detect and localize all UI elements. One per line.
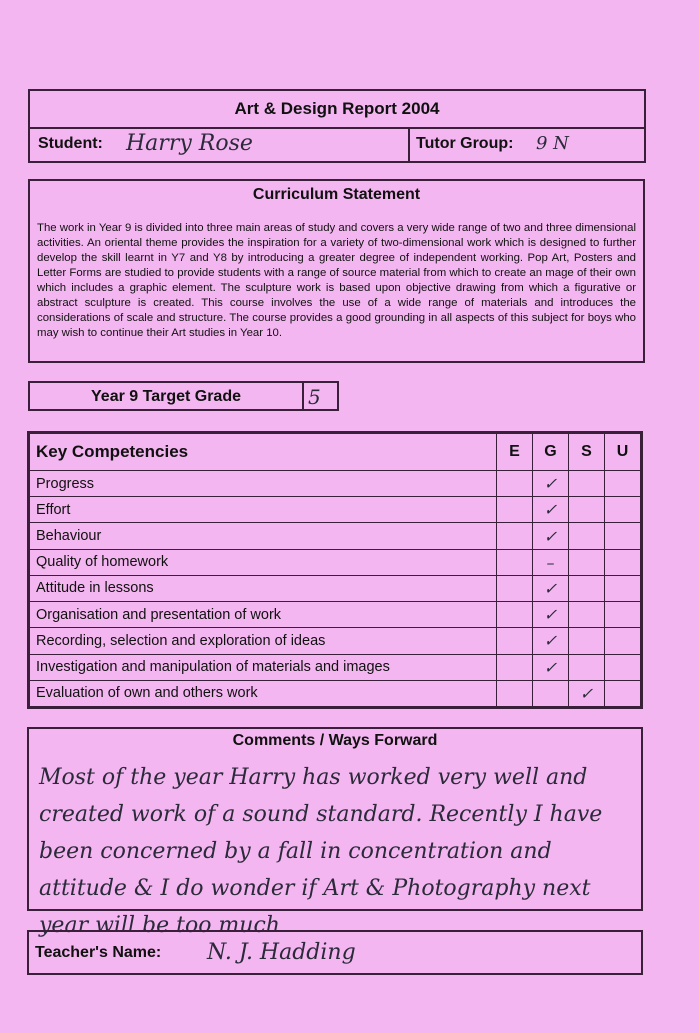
table-row [30,523,641,549]
column-header-g: G [533,434,569,471]
grade-cell-e [497,602,533,628]
grade-cell-g [533,680,569,706]
grade-cell-e [497,549,533,575]
table-row [30,628,641,654]
student-name: Harry Rose [126,131,253,156]
grade-cell-g: ✓ [533,575,569,601]
grade-cell-e [497,497,533,523]
grade-cell-s [569,549,605,575]
column-header-s: S [569,434,605,471]
competencies-table [27,431,643,709]
header-divider [30,127,644,129]
table-row [30,497,641,523]
grade-cell-s: ✓ [569,680,605,706]
tutor-group-value: 9 N [536,133,569,154]
competencies-header-row [30,434,641,471]
competency-label: Investigation and manipulation of materials and images [30,654,497,680]
comments-box [27,727,643,938]
grade-cell-g: ✓ [533,628,569,654]
competency-label: Effort [30,497,497,523]
target-grade-value: 5 [308,385,321,409]
target-grade-divider [302,383,304,409]
table-row [30,575,641,601]
table-row [30,654,641,680]
student-label: Student: [38,135,103,152]
grade-cell-g: ✓ [533,523,569,549]
teacher-box [27,930,643,975]
grade-cell-g: ✓ [533,654,569,680]
grade-cell-s [569,575,605,601]
tutor-group-label: Tutor Group: [416,135,514,152]
competency-label: Recording, selection and exploration of ideas [30,628,497,654]
table-row [30,471,641,497]
grade-cell-g: ✓ [533,602,569,628]
grade-cell-u [605,575,641,601]
grade-cell-s [569,497,605,523]
grade-cell-e [497,680,533,706]
teacher-name: N. J. Hadding [207,940,356,965]
target-grade-label: Year 9 Target Grade [91,388,241,405]
grade-cell-e [497,471,533,497]
grade-cell-e [497,575,533,601]
curriculum-body: The work in Year 9 is divided into three main areas of study and covers a very wide range of two and three dimensional activities. An oriental theme provides the inspiration for a variety of two-dimensional work which is designed to further develop the skill learnt in Y7 and Y8 by introducing a greater degree of independent working. Pop Art, Posters and Letter Forms are studied to provide students with a range of source material from which to create an mage of their own which includes a graphic element. The sculpture work is based upon objective drawing from which a figurative or abstract sculpture is created. This course involves the use of a wide range of materials and introduces the considerations of scale and structure. The course provides a good grounding in all aspects of this subject for boys who may wish to continue their Art studies in Year 10. [37,222,636,339]
grade-cell-u [605,680,641,706]
grade-cell-s [569,628,605,654]
target-grade [28,381,339,411]
grade-cell-s [569,471,605,497]
curriculum-heading: Curriculum Statement [252,186,421,203]
grade-cell-u [605,471,641,497]
competencies-heading: Key Competencies [30,434,497,471]
column-header-u: U [605,434,641,471]
teacher-name-label: Teacher's Name: [35,944,162,961]
grade-cell-s [569,523,605,549]
grade-cell-s [569,654,605,680]
competency-label: Quality of homework [30,549,497,575]
competency-label: Attitude in lessons [30,575,497,601]
column-header-e: E [497,434,533,471]
report-header [28,89,646,163]
grade-cell-u [605,497,641,523]
comments-text: Most of the year Harry has worked very well and created work of a sound standard. Recently I have been concerned by a fall in concentration and attitude & I do wonder if Art & Photography next year will be too much [39,765,603,938]
grade-cell-u [605,654,641,680]
grade-cell-e [497,523,533,549]
grade-cell-u [605,549,641,575]
grade-cell-g: ✓ [533,497,569,523]
grade-cell-g: ✓ [533,471,569,497]
competency-label: Behaviour [30,523,497,549]
report-title: Art & Design Report 2004 [234,99,440,118]
competency-label: Evaluation of own and others work [30,680,497,706]
grade-cell-u [605,602,641,628]
table-row [30,602,641,628]
table-row [30,549,641,575]
header-column-divider [408,127,410,161]
table-row [30,680,641,706]
grade-cell-u [605,628,641,654]
grade-cell-u [605,523,641,549]
competency-label: Organisation and presentation of work [30,602,497,628]
grade-cell-e [497,628,533,654]
competency-label: Progress [30,471,497,497]
grade-cell-s [569,602,605,628]
grade-cell-g: – [533,549,569,575]
grade-cell-e [497,654,533,680]
comments-heading: Comments / Ways Forward [232,732,438,749]
curriculum-statement [28,179,645,363]
